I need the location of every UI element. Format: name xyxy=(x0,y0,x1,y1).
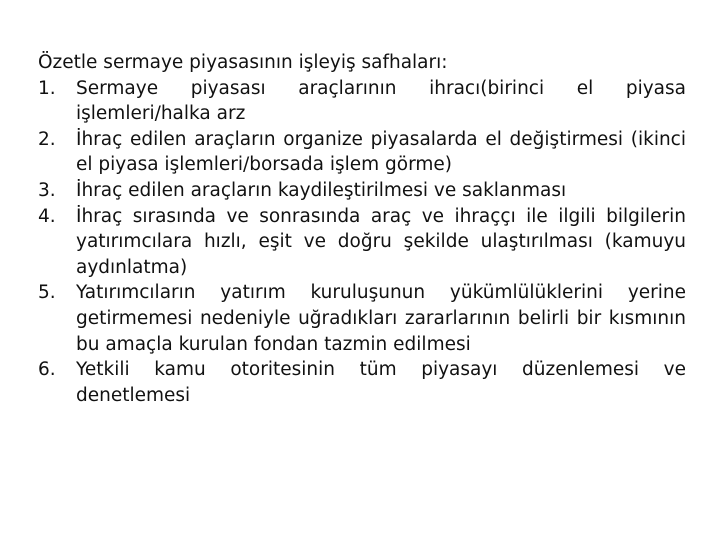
list-item xyxy=(38,178,686,204)
list-item-number: 5. xyxy=(38,282,56,304)
slide-content xyxy=(38,50,686,408)
list-item xyxy=(38,204,686,281)
phases-list xyxy=(38,76,686,409)
list-item-number: 4. xyxy=(38,205,56,227)
list-item-text: Yetkili kamu otoritesinin tüm piyasayı düzenlemesi ve denetlemesi xyxy=(76,359,686,406)
slide-heading: Özetle sermaye piyasasının işleyiş safhaları: xyxy=(38,52,448,73)
list-item-text: Yatırımcıların yatırım kuruluşunun yükümlülüklerini yerine getirmemesi nedeniyle uğradıkları zararlarının belirli bir kısmının bu amaçla kurulan fondan tazmin edilmesi xyxy=(76,282,686,355)
list-item-number: 2. xyxy=(38,128,56,150)
list-item-text: İhraç sırasında ve sonrasında araç ve ihraççı ile ilgili bilgilerin yatırımcılara hızlı, eşit ve doğru şekilde ulaştırılması (kamuyu aydınlatma) xyxy=(76,205,686,278)
list-item xyxy=(38,357,686,408)
list-item-text: İhraç edilen araçların organize piyasalarda el değiştirmesi (ikinci el piyasa işlemleri/borsada işlem görme) xyxy=(76,128,686,176)
list-item xyxy=(38,127,686,178)
list-item xyxy=(38,280,686,357)
list-item-number: 6. xyxy=(38,359,56,381)
list-item-number: 3. xyxy=(38,179,56,201)
list-item-text: İhraç edilen araçların kaydileştirilmesi ve saklanması xyxy=(76,179,567,201)
list-item xyxy=(38,76,686,127)
list-item-number: 1. xyxy=(38,77,56,99)
list-item-text: Sermaye piyasası araçlarının ihracı(birinci el piyasa işlemleri/halka arz xyxy=(76,77,686,125)
